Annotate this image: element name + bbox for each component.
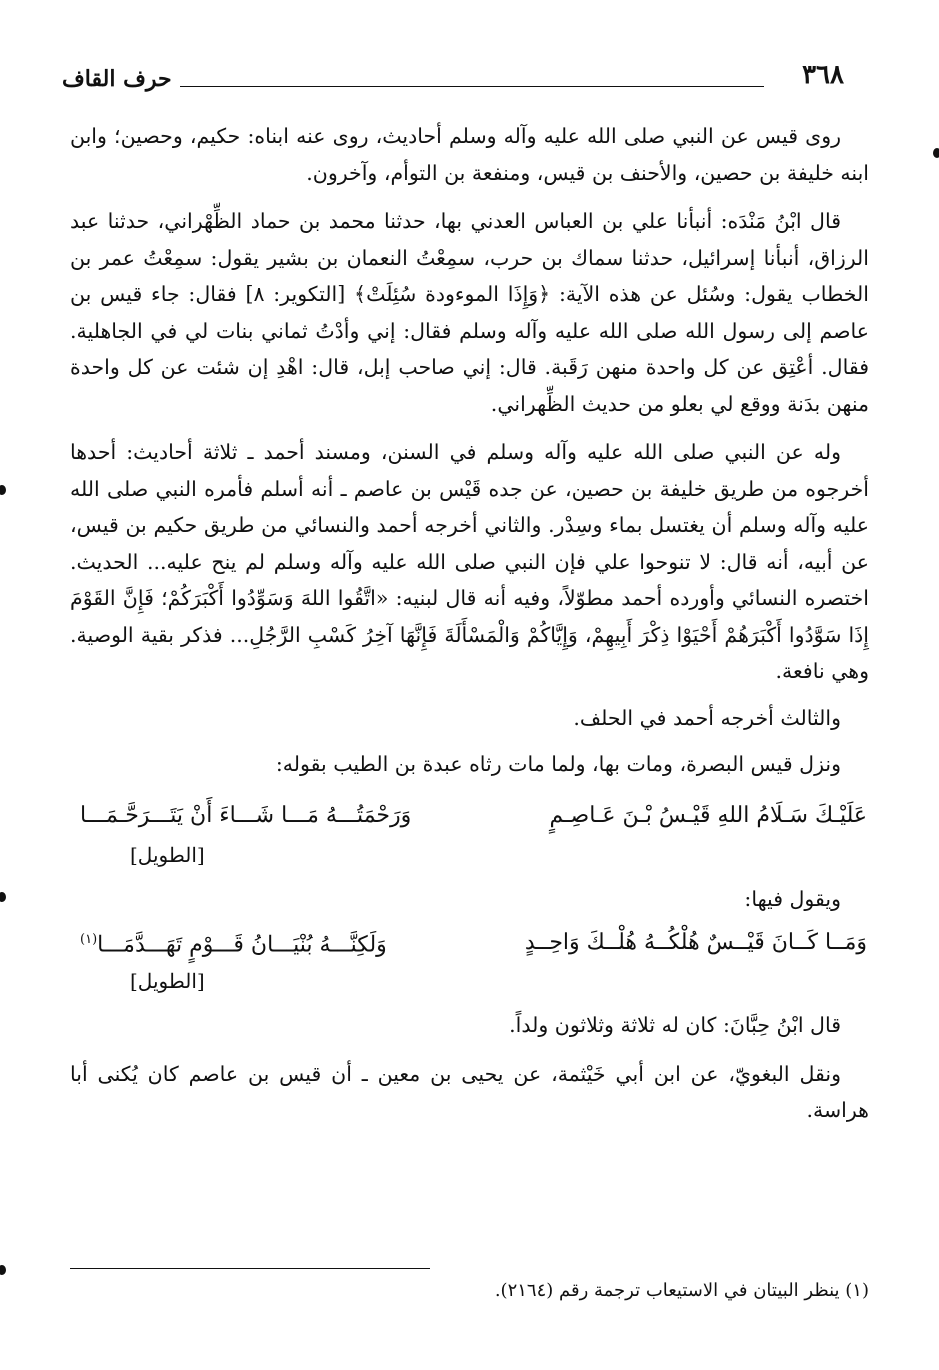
hemistich-left: وَلَكِنَّـــهُ بُنْيَـــانُ قَـــوْمٍ تَهَـــدَّمَـــا (97, 932, 387, 958)
paragraph-three-hadiths (70, 434, 869, 690)
paragraph-third-hadith (70, 700, 869, 737)
verse-line (70, 923, 869, 963)
footnote: (١) ينظر البيتان في الاستيعاب ترجمة رقم (٢١٦٤). (494, 1280, 869, 1301)
verse-line (70, 797, 869, 837)
hemistich-right: عَلَيْـكَ سَـلَامُ اللهِ قَيْـسُ بْـنَ عَـاصِـمٍ (549, 803, 867, 829)
poem-meter: [الطويل] (130, 842, 205, 867)
hemistich-right: وَمَــا كَــانَ قَيْــسٌ هُلْكُــهُ هُلْــكَ وَاحِــدٍ (524, 929, 867, 955)
paragraph-text: والثالث أخرجه أحمد في الحلف. (573, 705, 841, 730)
footnote-marker: (١) (80, 932, 98, 948)
paragraph-text: ويقول فيها: (744, 886, 841, 911)
paragraph-poem-intro (70, 881, 869, 918)
paragraph-text: روى قيس عن النبي صلى الله عليه وآله وسلم أحاديث، روى عنه ابناه: حكيم، وحصين؛ وابن ابنه خليفة بن حصين، والأحنف بن قيس، ومنفعة بن التوأم، وآخرون. (70, 124, 869, 185)
paragraph-text: قال ابْنُ حِبَّانَ: كان له ثلاثة وثلاثون ولداً. (509, 1013, 841, 1037)
paragraph-text: قال ابْنُ مَنْدَه: أنبأنا علي بن العباس العدني بها، حدثنا محمد بن حماد الظِّهْراني، حدثنا عبد الرزاق، أنبأنا إسرائيل، حدثنا سماك بن حرب، سمِعْتُ النعمان بن بشير يقول: سمِعْتُ عمر بن الخطاب يقول: وسُئل عن هذه الآية: ﴿وَإِذَا الموءودة سُئِلَتْ﴾ [التكوير: ٨] فقال: جاء قيس بن عاصم إلى رسول الله صلى الله عليه وآله وسلم فقال: إني وأدْتُ ثماني بنات لي في الجاهلية. فقال. أعْتِق عن كل واحدة منهن رَقَبة. قال: إني صاحب إبل، قال: اهْدِ إن شئت عن كل واحدة منهن بدَنة ووقع لي بعلو من حديث الظِّهراني. (70, 209, 869, 416)
header-rule (180, 86, 764, 87)
page-body (70, 118, 869, 1141)
page-number: ٣٦٨ (802, 60, 844, 90)
running-title: حرف القاف (62, 66, 172, 92)
poem-meter: [الطويل] (130, 969, 205, 993)
footnote-rule (70, 1268, 430, 1269)
paragraph-text: ونقل البغويّ، عن ابن أبي خَيْثمة، عن يحيى بن معين ـ أن قيس بن عاصم كان يُكنى أبا هراسة. (70, 1061, 869, 1122)
hemistich-left: وَرَحْمَتُـــهُ مَـــا شَـــاءَ أَنْ يَتَـــرَحَّـمَـــا (80, 803, 412, 829)
poem-verse-2 (70, 923, 869, 997)
paragraph-elegy-intro (70, 746, 869, 783)
paragraph-narrators (70, 118, 869, 191)
hemistich-left-wrap (80, 922, 387, 964)
paragraph-text: ونزل قيس البصرة، ومات بها، ولما مات رثاه عبدة بن الطيب بقوله: (275, 752, 841, 776)
paragraph-ibn-hibban (70, 1007, 869, 1044)
poem-verse-1 (70, 797, 869, 871)
scan-mark (0, 892, 6, 902)
paragraph-text: وله عن النبي صلى الله عليه وآله وسلم في السنن، ومسند أحمد ـ ثلاثة أحاديث: أحدها أخرجوه من طريق خليفة بن حصين، عن جده قَيْس بن عاصم ـ أنه أسلم فأمره النبي صلى الله عليه وآله وسلم أن يغتسل بماء وسِدْر. والثاني أخرجه أحمد والنسائي من طريق حكيم بن قيس، عن أبيه، أنه قال: لا تنوحوا علي فإن النبي صلى الله عليه وآله وسلم لم ينح عليه... الحديث. اختصره النسائي وأورده أحمد مطوّلاً، وفيه أنه قال لبنيه: «اتَّقُوا اللهَ وَسَوِّدُوا أَكْبَرَكُمْ؛ فَإِنَّ القَوْمَ إِذَا سَوَّدُوا أَكْبَرَهُمْ أَحْيَوْا ذِكْرَ أَبِيهِمْ، وَإِيَّاكُمْ وَالْمَسْأَلَةَ فَإِنَّهَا آخِرُ كَسْبِ الرَّجُلِ... فذكر بقية الوصية. وهي نافعة. (70, 440, 869, 683)
page-header (62, 60, 844, 100)
paragraph-baghawi (70, 1056, 869, 1129)
scan-mark (0, 485, 6, 495)
paragraph-hadith-isnad (70, 203, 869, 422)
scan-mark (0, 1265, 6, 1275)
scan-mark (933, 148, 939, 158)
